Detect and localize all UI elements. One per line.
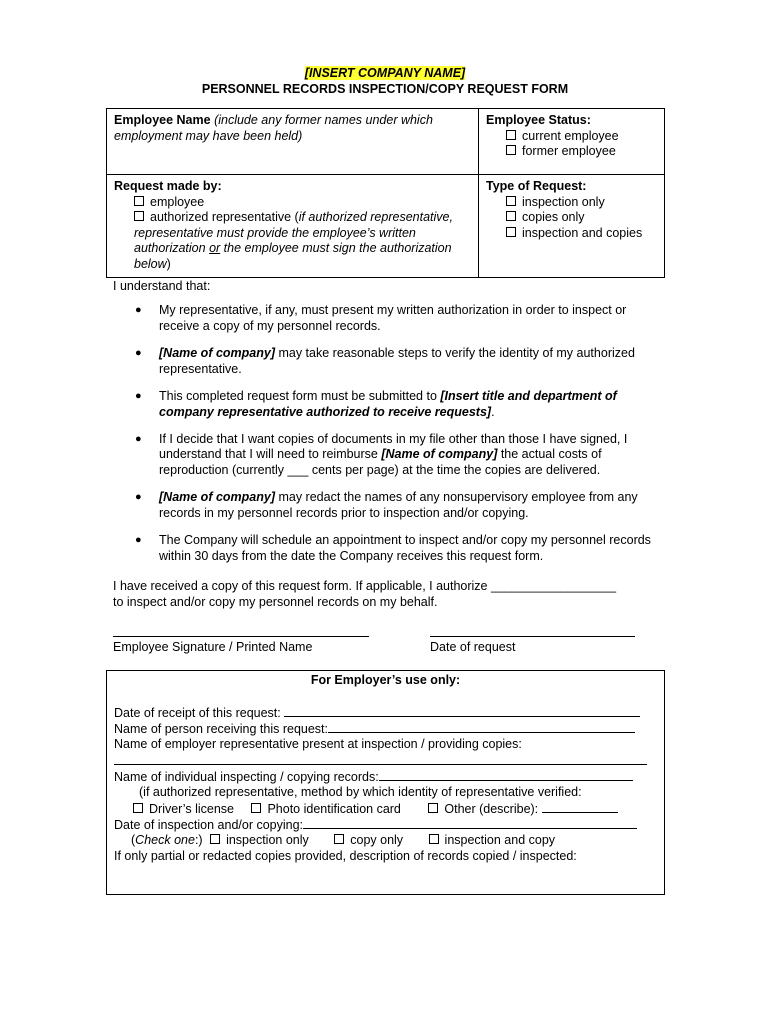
- method-drivers-license[interactable]: Driver’s license: [133, 802, 234, 816]
- checkbox-icon[interactable]: [134, 211, 144, 221]
- bullet-icon: ●: [135, 346, 142, 359]
- partial-copies-field[interactable]: If only partial or redacted copies provided, description of records copied / inspected:: [114, 849, 577, 863]
- checkbox-icon[interactable]: [506, 130, 516, 140]
- method-other[interactable]: Other (describe):: [428, 802, 617, 816]
- list-item: ● This completed request form must be submitted to [Insert title and department of company representative authorized to receive requests].: [135, 388, 617, 419]
- fill-line[interactable]: [328, 721, 635, 733]
- checkbox-icon[interactable]: [134, 196, 144, 206]
- employer-use-box: [106, 670, 665, 895]
- employee-name-label: Employee Name: [114, 113, 211, 127]
- request-type-label: Type of Request:: [486, 179, 587, 193]
- receipt-date-field[interactable]: Date of receipt of this request:: [114, 705, 640, 722]
- understand-intro: I understand that:: [113, 279, 211, 293]
- fill-line[interactable]: [114, 753, 647, 765]
- status-option-current[interactable]: current employee: [486, 129, 658, 145]
- request-type-copies[interactable]: copies only: [486, 210, 658, 226]
- bullet-icon: ●: [135, 304, 142, 316]
- checkbox-icon[interactable]: [506, 145, 516, 155]
- fill-line[interactable]: [379, 769, 633, 781]
- checkbox-icon[interactable]: [429, 834, 439, 844]
- company-name-placeholder: [INSERT COMPANY NAME]: [304, 66, 466, 80]
- list-item: ● [Name of company] may redact the names of any nonsupervisory employee from any records in my personnel records prior to inspection and/or copying.: [135, 490, 638, 521]
- bullet-icon: ●: [135, 491, 142, 504]
- check-inspection-and-copy[interactable]: inspection and copy: [429, 833, 556, 847]
- authorization-statement[interactable]: I have received a copy of this request form. If applicable, I authorize __________________ to inspect and/or copy my personnel records on my behalf.: [113, 579, 617, 609]
- check-one-row: (Check one:) inspection only copy only inspection and copy: [131, 833, 556, 847]
- employer-use-title: For Employer’s use only:: [310, 673, 461, 687]
- method-options: [133, 801, 618, 818]
- checkbox-icon[interactable]: [506, 196, 516, 206]
- request-by-representative[interactable]: authorized representative (if authorized representative, representative must provide the employee’s written authorization or the employee must sign the authorization below): [134, 210, 453, 271]
- bullet-icon: ●: [135, 432, 142, 445]
- method-note: (if authorized representative, method by which identity of representative verified:: [139, 785, 582, 799]
- check-copy-only[interactable]: copy only: [334, 833, 403, 847]
- checkbox-icon[interactable]: [210, 834, 220, 844]
- request-made-by-label: Request made by:: [114, 179, 222, 193]
- status-option-former[interactable]: former employee: [486, 144, 658, 160]
- employee-name-cell[interactable]: [107, 109, 479, 175]
- checkbox-icon[interactable]: [506, 227, 516, 237]
- employee-status-label: Employee Status:: [486, 113, 591, 127]
- employer-rep-fill[interactable]: [114, 753, 647, 770]
- request-type-cell: [479, 175, 665, 278]
- checkbox-icon[interactable]: [428, 803, 438, 813]
- terms-list: [113, 303, 663, 576]
- list-item: ● My representative, if any, must present my written authorization in order to inspect or receive a copy of my personnel records.: [135, 303, 627, 333]
- receiver-name-field[interactable]: Name of person receiving this request:: [114, 721, 635, 738]
- employer-rep-field[interactable]: Name of employer representative present at inspection / providing copies:: [114, 737, 522, 751]
- fill-line[interactable]: [284, 705, 640, 717]
- request-by-employee[interactable]: employee: [114, 195, 472, 211]
- employee-info-table: [106, 108, 665, 278]
- inspection-date-field[interactable]: Date of inspection and/or copying:: [114, 817, 637, 834]
- method-photo-id[interactable]: Photo identification card: [251, 802, 400, 816]
- request-type-inspection[interactable]: inspection only: [486, 195, 658, 211]
- bullet-icon: ●: [135, 389, 142, 402]
- checkbox-icon[interactable]: [334, 834, 344, 844]
- checkbox-icon[interactable]: [133, 803, 143, 813]
- checkbox-icon[interactable]: [506, 211, 516, 221]
- list-item: ● If I decide that I want copies of documents in my file other than those I have signed, I understand that I will need to reimburse [Name of company] the actual costs of reproduction (currently ___ cents per page) at the time the copies are delivered.: [135, 431, 628, 478]
- fill-line[interactable]: [542, 801, 618, 813]
- signature-line[interactable]: [113, 636, 369, 637]
- list-item: ● [Name of company] may take reasonable steps to verify the identity of my authorized representative.: [135, 345, 635, 376]
- form-title: PERSONNEL RECORDS INSPECTION/COPY REQUEST FORM: [201, 82, 569, 96]
- employee-status-cell: [479, 109, 665, 175]
- request-made-by-cell: [107, 175, 479, 278]
- checkbox-icon[interactable]: [251, 803, 261, 813]
- date-line[interactable]: [430, 636, 635, 637]
- list-item: ● The Company will schedule an appointment to inspect and/or copy my personnel records within 30 days from the date the Company receives this request form.: [135, 533, 651, 564]
- fill-line[interactable]: [303, 817, 637, 829]
- request-type-both[interactable]: inspection and copies: [486, 226, 658, 242]
- check-inspection-only[interactable]: inspection only: [210, 833, 309, 847]
- signature-label: Employee Signature / Printed Name: [113, 640, 313, 654]
- date-of-request-label: Date of request: [430, 640, 516, 654]
- employee-name-note: (include any former names under which employment may have been held): [114, 113, 433, 143]
- individual-name-field[interactable]: Name of individual inspecting / copying records:: [114, 769, 633, 786]
- bullet-icon: ●: [135, 534, 142, 547]
